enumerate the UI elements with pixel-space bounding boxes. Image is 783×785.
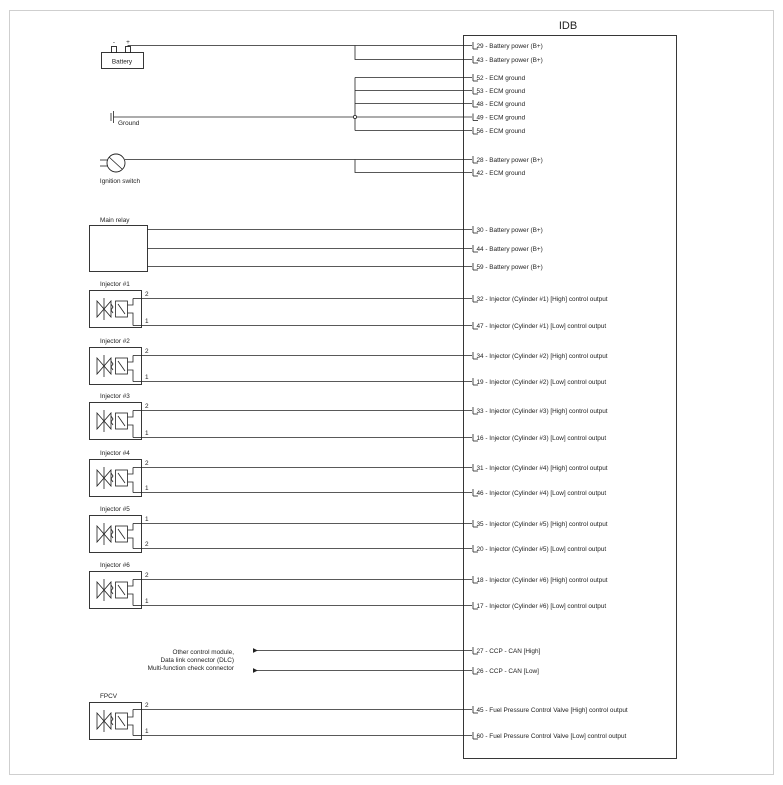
battery-label: Battery <box>111 58 133 66</box>
pin-label: 35 - Injector (Cylinder #5) [High] control output <box>476 520 608 528</box>
main-relay <box>90 217 473 272</box>
pin-label: 53 - ECM ground <box>476 87 526 95</box>
ignition-switch <box>100 154 472 185</box>
injector-5-top-pin: 1 <box>145 516 149 523</box>
injector-3-top-pin: 2 <box>145 403 149 410</box>
pin-label: 26 - CCP - CAN [Low] <box>476 667 539 675</box>
injector-2-top-pin: 2 <box>145 348 149 355</box>
battery-plus-sign: + <box>126 39 130 46</box>
pin-label: 32 - Injector (Cylinder #1) [High] control output <box>476 295 608 303</box>
pin-label: 60 - Fuel Pressure Control Valve [Low] control output <box>476 732 627 740</box>
fpcv-top-pin: 2 <box>145 702 149 709</box>
injector-4-top-pin: 2 <box>145 460 149 467</box>
pin-label: 43 - Battery power (B+) <box>476 56 543 64</box>
ground-label: Ground <box>118 120 140 127</box>
battery <box>102 39 473 69</box>
pin-label: 42 - ECM ground <box>476 169 526 177</box>
can-label-line-2: Data link connector (DLC) <box>160 657 234 664</box>
injector-1-top-pin: 2 <box>145 291 149 298</box>
injector-2-bottom-pin: 1 <box>145 374 149 381</box>
injector-5-label: Injector #5 <box>100 506 130 513</box>
injector-2-label: Injector #2 <box>100 338 130 345</box>
injector-5 <box>90 506 473 553</box>
can-label-line-3: Multi-function check connector <box>147 665 234 672</box>
pin-label: 31 - Injector (Cylinder #4) [High] control output <box>476 464 608 472</box>
fpcv-bottom-pin: 1 <box>145 728 149 735</box>
injector-1-bottom-pin: 1 <box>145 318 149 325</box>
pin-label: 29 - Battery power (B+) <box>476 42 543 50</box>
battery-negative-terminal <box>112 47 117 53</box>
injector-6-top-pin: 2 <box>145 572 149 579</box>
ecu-title: IDB <box>558 20 578 32</box>
injector-6-label: Injector #6 <box>100 562 130 569</box>
pin-label: 20 - Injector (Cylinder #5) [Low] control output <box>476 545 607 553</box>
injector-6-bottom-pin: 1 <box>145 598 149 605</box>
injector-5-bottom-pin: 2 <box>145 541 149 548</box>
battery-positive-terminal <box>126 47 131 53</box>
main-relay-label: Main relay <box>100 217 130 224</box>
pin-label: 18 - Injector (Cylinder #6) [High] control output <box>476 576 608 584</box>
can-bus <box>148 649 472 672</box>
pin-label: 49 - ECM ground <box>476 114 526 122</box>
injector-1-label: Injector #1 <box>100 281 130 288</box>
injector-2 <box>90 338 473 385</box>
pin-label: 28 - Battery power (B+) <box>476 156 543 164</box>
battery-minus-sign: - <box>112 39 116 46</box>
pin-label: 33 - Injector (Cylinder #3) [High] control output <box>476 407 608 415</box>
fpcv-label: FPCV <box>100 693 118 700</box>
injector-1 <box>90 281 473 328</box>
pin-label: 52 - ECM ground <box>476 74 526 82</box>
pin-label: 34 - Injector (Cylinder #2) [High] control output <box>476 352 608 360</box>
injector-3 <box>90 393 473 440</box>
pin-label: 47 - Injector (Cylinder #1) [Low] control output <box>476 322 607 330</box>
pin-label: 30 - Battery power (B+) <box>476 226 543 234</box>
can-label-line-1: Other control module, <box>172 649 234 656</box>
pin-label: 59 - Battery power (B+) <box>476 263 543 271</box>
pin-label: 46 - Injector (Cylinder #4) [Low] control output <box>476 489 607 497</box>
injector-3-bottom-pin: 1 <box>145 430 149 437</box>
fpcv <box>90 693 473 740</box>
injector-4-bottom-pin: 1 <box>145 485 149 492</box>
ignition-switch-label: Ignition switch <box>99 178 141 185</box>
injector-4 <box>90 450 473 497</box>
injector-6 <box>90 562 473 609</box>
ground-symbol <box>111 78 472 131</box>
pin-label: 44 - Battery power (B+) <box>476 245 543 253</box>
injector-3-label: Injector #3 <box>100 393 130 400</box>
pin-label: 45 - Fuel Pressure Control Valve [High] control output <box>476 706 628 714</box>
pin-label: 19 - Injector (Cylinder #2) [Low] control output <box>476 378 607 386</box>
pin-label: 16 - Injector (Cylinder #3) [Low] control output <box>476 434 607 442</box>
pin-label: 27 - CCP - CAN [High] <box>476 647 541 655</box>
pin-label: 56 - ECM ground <box>476 127 526 135</box>
pin-label: 48 - ECM ground <box>476 100 526 108</box>
pin-label: 17 - Injector (Cylinder #6) [Low] control output <box>476 602 607 610</box>
wires <box>355 78 472 131</box>
injector-4-label: Injector #4 <box>100 450 130 457</box>
